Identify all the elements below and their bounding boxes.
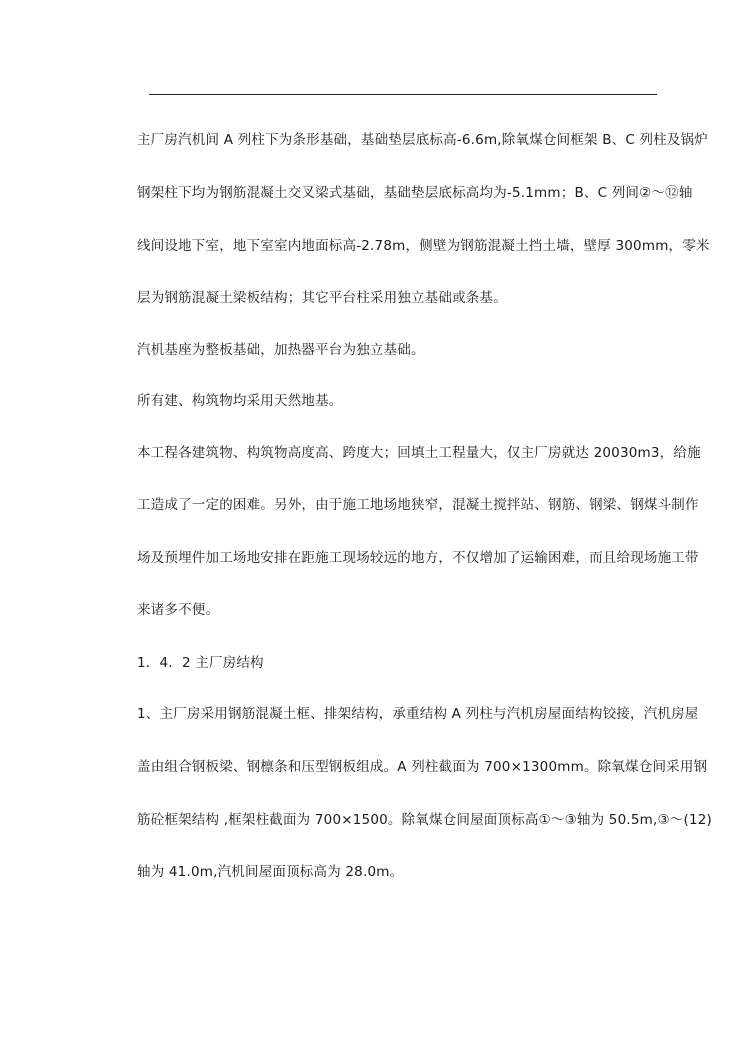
paragraph-1-line-3: 线间设地下室，地下室室内地面标高-2.78m，侧壁为钢筋混凝土挡土墙，壁厚 300mm，零米: [137, 238, 710, 254]
paragraph-1-line-2: 钢架柱下均为钢筋混凝土交叉梁式基础，基础垫层底标高均为-5.1mm；B、C 列间②～⑫轴: [137, 185, 693, 201]
section-heading: 1．4．2 主厂房结构: [137, 655, 264, 671]
paragraph-1-line-4: 层为钢筋混凝土梁板结构；其它平台柱采用独立基础或条基。: [137, 290, 507, 306]
paragraph-4-line-1: 本工程各建筑物、构筑物高度高、跨度大；回填土工程量大，仅主厂房就达 20030m3，给施: [137, 445, 701, 461]
paragraph-5-line-2: 盖由组合钢板梁、钢檩条和压型钢板组成。A 列柱截面为 700×1300mm。除氧煤仓间采用钢: [137, 759, 708, 775]
paragraph-4-line-2: 工造成了一定的困难。另外，由于施工地场地狭窄，混凝土搅拌站、钢筋、钢梁、钢煤斗制作: [137, 497, 699, 513]
paragraph-5-line-4: 轴为 41.0m,汽机间屋面顶标高为 28.0m。: [137, 864, 404, 880]
paragraph-2-line-1: 汽机基座为整板基础，加热器平台为独立基础。: [137, 342, 425, 358]
paragraph-4-line-3: 场及预埋件加工场地安排在距施工现场较远的地方，不仅增加了运输困难，而且给现场施工带: [137, 550, 699, 566]
paragraph-4-line-4: 来诸多不便。: [137, 602, 220, 618]
paragraph-3-line-1: 所有建、构筑物均采用天然地基。: [137, 393, 343, 409]
paragraph-5-line-3: 筋砼框架结构 ,框架柱截面为 700×1500。除氧煤仓间屋面顶标高①～③轴为 50.5m,③～(12): [137, 812, 713, 828]
header-rule: [149, 94, 657, 95]
paragraph-1-line-1: 主厂房汽机间 A 列柱下为条形基础，基础垫层底标高-6.6m,除氧煤仓间框架 B、C 列柱及锅炉: [137, 132, 708, 148]
paragraph-5-line-1: 1、主厂房采用钢筋混凝土框、排架结构，承重结构 A 列柱与汽机房屋面结构铰接，汽机房屋: [137, 706, 699, 722]
